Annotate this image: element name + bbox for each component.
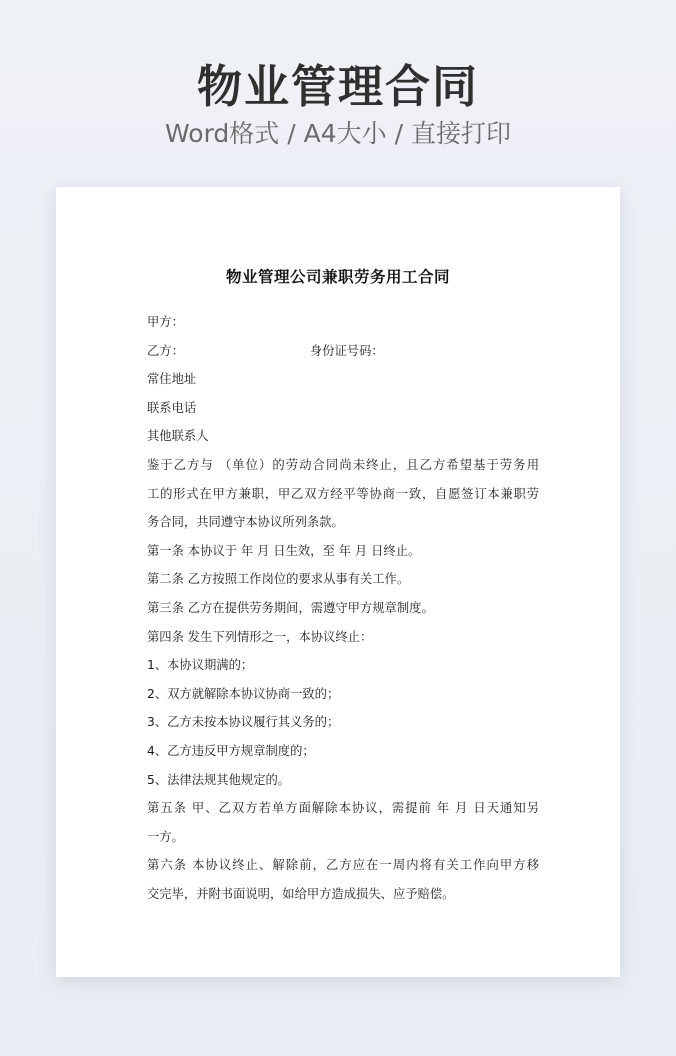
preamble-line: 鉴于乙方与 （单位）的劳动合同尚未终止，且乙方希望基于劳务用 [147, 457, 539, 472]
party-b-row [147, 337, 539, 366]
address-field: 常住地址 [147, 372, 197, 387]
article-4-item: 4、乙方违反甲方规章制度的； [147, 743, 315, 758]
document-body [147, 308, 539, 908]
party-b-field: 乙方： [147, 343, 184, 358]
party-a-field: 甲方： [147, 315, 184, 329]
article-4-item: 2、双方就解除本协议协商一致的； [147, 686, 340, 701]
article-5-line: 第五条 甲、乙双方若单方面解除本协议，需提前 年 月 日天通知另 [147, 801, 539, 816]
document-title: 物业管理公司兼职劳务用工合同 [225, 268, 450, 286]
article-4-item: 3、乙方未按本协议履行其义务的； [147, 715, 340, 730]
article-3: 第三条 乙方在提供劳务期间，需遵守甲方规章制度。 [147, 600, 434, 615]
article-4: 第四条 发生下列情形之一，本协议终止： [147, 629, 373, 644]
document-page [56, 187, 620, 977]
article-6-line: 第六条 本协议终止、解除前，乙方应在一周内将有关工作向甲方移 [147, 858, 539, 873]
article-4-item: 1、本协议期满的； [147, 658, 254, 673]
other-contact-field: 其他联系人 [147, 429, 209, 444]
page-header-subtitle: Word格式 / A4大小 / 直接打印 [165, 119, 511, 148]
id-number-field: 身份证号码： [309, 343, 384, 358]
article-4-item: 5、法律法规其他规定的。 [147, 772, 291, 787]
article-2: 第二条 乙方按照工作岗位的要求从事有关工作。 [147, 572, 410, 587]
article-5-line: 一方。 [147, 829, 184, 844]
preamble-line: 务合同，共同遵守本协议所列条款。 [147, 515, 344, 530]
page-header-title: 物业管理合同 [196, 60, 479, 113]
article-1: 第一条 本协议于 年 月 日生效，至 年 月 日终止。 [147, 543, 421, 558]
phone-field: 联系电话 [147, 400, 197, 415]
article-6-line: 交完毕，并附书面说明，如给甲方造成损失、应予赔偿。 [147, 886, 455, 901]
preamble-line: 工的形式在甲方兼职，甲乙双方经平等协商一致，自愿签订本兼职劳 [147, 486, 539, 501]
